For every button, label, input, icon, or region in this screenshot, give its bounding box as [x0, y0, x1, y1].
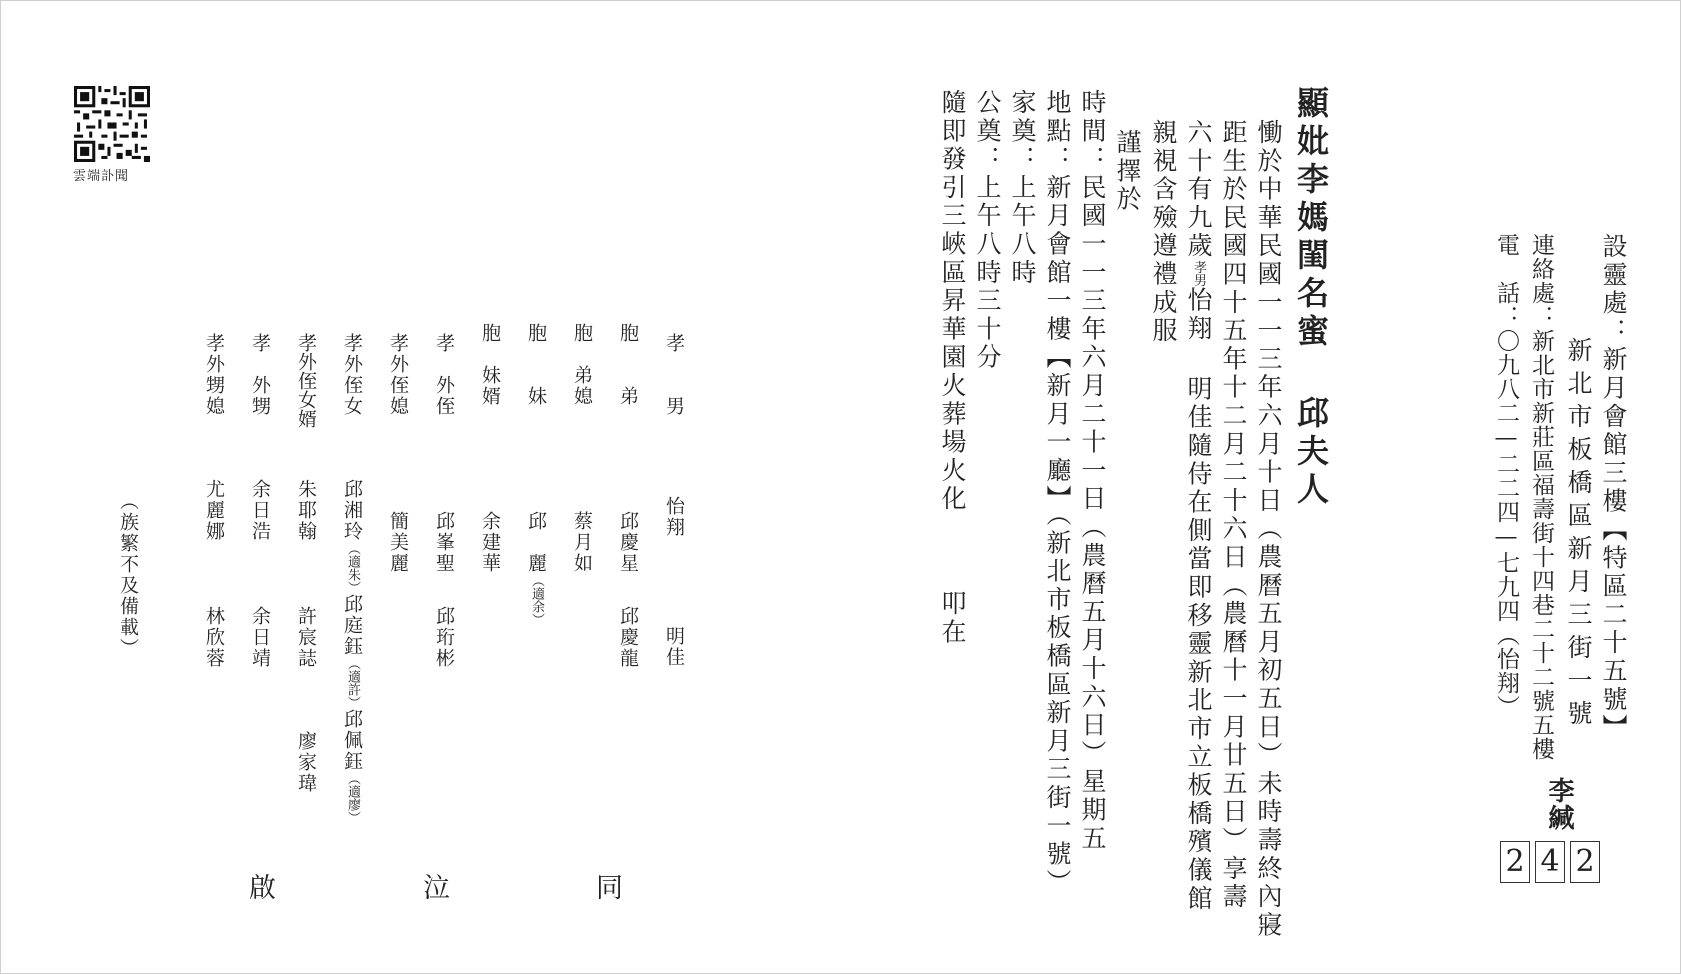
family-name-3-0 [523, 511, 550, 626]
family-name-8-2: 廖家瑋 [295, 731, 317, 794]
family-name-7-2: 邱佩鈺 [341, 709, 363, 772]
notice-col-6: 時間：民國一一三年六月二十一日（農曆五月十六日）星期五 [1078, 89, 1107, 854]
family-name-9-1: 余日靖 [249, 606, 271, 669]
phone-label: 電 話： [1493, 233, 1519, 329]
family-name-7-1: 邱庭鈺 [341, 594, 363, 657]
family-name-1-1: 邱慶龍 [617, 606, 639, 669]
mourning-hall-value: 新月會館三樓【特區二十五號】 [1599, 346, 1628, 743]
family-relation-2: 胞 弟媳 [571, 323, 593, 407]
qr-label: 雲端訃聞 [73, 169, 130, 184]
notice-col-5: 謹擇於 [1113, 129, 1142, 214]
notice-col-1-a: 慟於中華民國一一三年六月十日 [1254, 119, 1283, 516]
family-relation-4: 胞 妹婿 [479, 323, 501, 407]
contact-label: 連絡處： [1528, 233, 1554, 329]
notice-col-9: 公奠：上午八時三十分 [973, 89, 1002, 372]
family-name-9-0: 余日浩 [249, 479, 271, 542]
deceased-title: 顯妣李媽閨名蜜 邱夫人 [1292, 86, 1330, 510]
family-name-7-0: 邱湘玲 [341, 479, 363, 542]
family-relation-10: 孝外甥媳 [203, 333, 225, 417]
contact-address [1525, 233, 1558, 761]
family-note-7-2: （適廖） [345, 772, 360, 824]
sign-right: 同 [596, 873, 623, 904]
family-note-3: （適余） [529, 574, 544, 626]
mourning-hall-address: 新北市板橋區新月三街一號 [1564, 337, 1593, 733]
family-name-2-0: 蔡月如 [571, 511, 593, 574]
family-name-1-0: 邱慶星 [617, 511, 639, 574]
sign-left: 啟 [249, 873, 276, 904]
code-digit-1: 2 [1500, 841, 1530, 883]
family-name-10-0: 尤麗娜 [203, 479, 225, 542]
notice-col-10-end: 叩在 [938, 590, 967, 647]
notice-col-3 [1180, 119, 1216, 913]
notice-col-10: 隨即發引三峽區昇華園火葬場火化 [938, 89, 967, 514]
family-name-0-1: 明佳 [663, 626, 685, 668]
family-name-4-0: 余建華 [479, 511, 501, 574]
family-relation-6: 孝外侄媳 [387, 333, 409, 417]
sender-name: 李緘 [1544, 777, 1574, 831]
family-relation-8: 孝外侄女婿 [295, 333, 317, 428]
family-relation-7: 孝外侄女 [341, 333, 363, 417]
contact-value: 新北市新莊區福壽街十四巷二十二號五樓 [1528, 329, 1554, 761]
notice-col-3-a: 六十有九歲 [1184, 119, 1213, 261]
notice-col-3-b: 怡翔 明佳隨侍在側當即移靈新北市立板橋殯儀館 [1184, 286, 1213, 914]
mourning-hall-label: 設靈處： [1599, 233, 1628, 347]
mourning-hall [1595, 233, 1631, 742]
family-relation-1: 胞 弟 [617, 323, 639, 407]
notice-col-1 [1250, 119, 1286, 940]
phone-value: 〇九八二—二二四—七九四（怡翔） [1493, 329, 1519, 719]
family-name-6-0: 簡美麗 [387, 511, 409, 574]
family-name-0-0: 怡翔 [663, 496, 685, 538]
notice-col-3-small: 孝男 [1191, 260, 1206, 287]
family-relation-3: 胞 妹 [525, 323, 547, 407]
sign-middle: 泣 [423, 873, 450, 904]
notice-col-2: 距生於民國四十五年十二月二十六日（農曆十一月廿五日）享壽 [1219, 119, 1248, 912]
family-name-3-0-text: 邱 麗 [525, 511, 547, 574]
family-note-7-0: （適朱） [345, 542, 360, 594]
qr-code-icon[interactable] [74, 86, 150, 162]
family-name-8-1: 許宸誌 [295, 606, 317, 669]
notice-col-7: 地點：新月會館一樓【新月一廳】（新北市板橋區新月三街一號） [1043, 89, 1072, 898]
notice-col-4: 親視含殮遵禮成服 [1149, 119, 1178, 346]
notice-col-8: 家奠：上午八時 [1008, 89, 1037, 288]
family-name-10-1: 林欣蓉 [203, 606, 225, 669]
family-relation-0: 孝 男 [663, 333, 685, 417]
family-name-8-0: 朱耶翰 [295, 479, 317, 542]
family-relation-9: 孝 外甥 [249, 333, 271, 417]
family-names-7 [339, 479, 366, 824]
code-digit-3: 2 [1570, 841, 1600, 883]
phone [1490, 233, 1523, 719]
notice-col-1-b: （農曆五月初五日）未時壽終內寢 [1254, 515, 1283, 940]
family-name-5-0: 邱峯聖 [433, 511, 455, 574]
family-relation-5: 孝 外侄 [433, 333, 455, 417]
family-note-7-1: （適許） [345, 657, 360, 709]
code-digit-2: 4 [1535, 841, 1565, 883]
footnote: （族繁不及備載） [117, 491, 139, 659]
family-name-5-1: 邱珩彬 [433, 606, 455, 669]
